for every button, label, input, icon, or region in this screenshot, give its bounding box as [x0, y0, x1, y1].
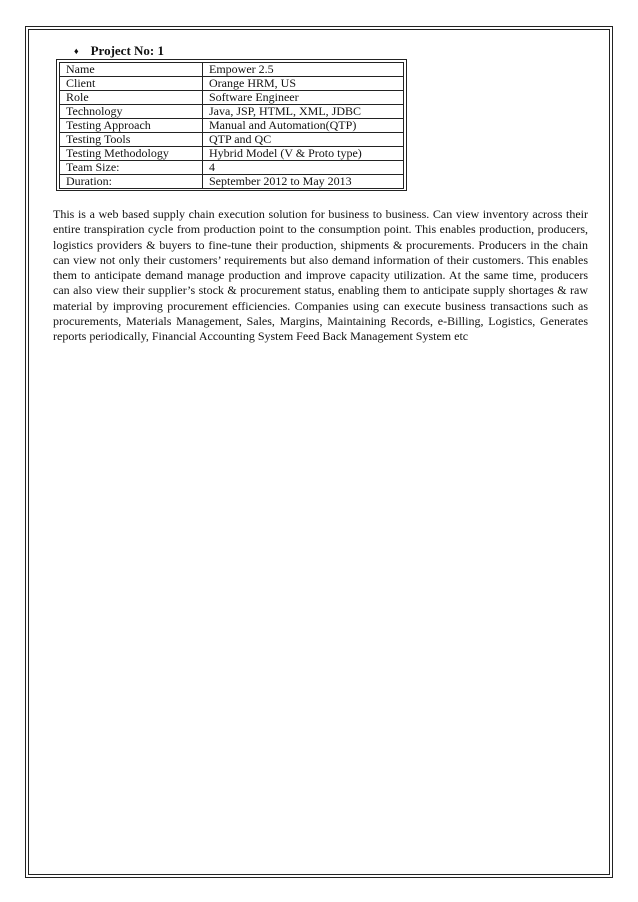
detail-value: Manual and Automation(QTP) [203, 119, 404, 133]
detail-label: Testing Approach [60, 119, 203, 133]
project-details-table [59, 62, 404, 189]
detail-label: Duration: [60, 175, 203, 189]
detail-value: Orange HRM, US [203, 77, 404, 91]
detail-value: Empower 2.5 [203, 63, 404, 77]
detail-value: 4 [203, 161, 404, 175]
detail-value: Java, JSP, HTML, XML, JDBC [203, 105, 404, 119]
project-description: This is a web based supply chain execution solution for business to business. Can view inventory across their entire transpiration cycle from production point to the consumption point. This enables production, producers, logistics providers & buyers to fine-tune their production, shipments & procurements. Producers in the chain can view not only their customers’ requirements but also demand information of their customers. This enables them to anticipate demand manage production and improve capacity utilization. At the same time, producers can also view their supplier’s stock & procurement status, enabling them to anticipate supply shortages & raw material by improving procurement efficiencies. Companies using can execute business transactions such as procurements, Materials Management, Sales, Margins, Maintaining Records, e-Billing, Logistics, Generates reports periodically, Financial Accounting System Feed Back Management System etc [53, 207, 588, 344]
detail-label: Technology [60, 105, 203, 119]
detail-value: Hybrid Model (V & Proto type) [203, 147, 404, 161]
project-heading-text: Project No: 1 [90, 43, 164, 58]
table-row [60, 105, 404, 119]
detail-label: Testing Methodology [60, 147, 203, 161]
detail-label: Testing Tools [60, 133, 203, 147]
detail-label: Client [60, 77, 203, 91]
table-row [60, 133, 404, 147]
table-row [60, 119, 404, 133]
detail-value: September 2012 to May 2013 [203, 175, 404, 189]
table-row [60, 161, 404, 175]
table-row [60, 147, 404, 161]
table-row [60, 175, 404, 189]
detail-label: Team Size: [60, 161, 203, 175]
table-row [60, 63, 404, 77]
table-row [60, 77, 404, 91]
project-details-table-frame [56, 59, 407, 191]
project-heading [74, 43, 164, 59]
detail-value: Software Engineer [203, 91, 404, 105]
table-row [60, 91, 404, 105]
detail-value: QTP and QC [203, 133, 404, 147]
detail-label: Role [60, 91, 203, 105]
diamond-bullet-icon: ♦ [74, 46, 79, 56]
detail-label: Name [60, 63, 203, 77]
